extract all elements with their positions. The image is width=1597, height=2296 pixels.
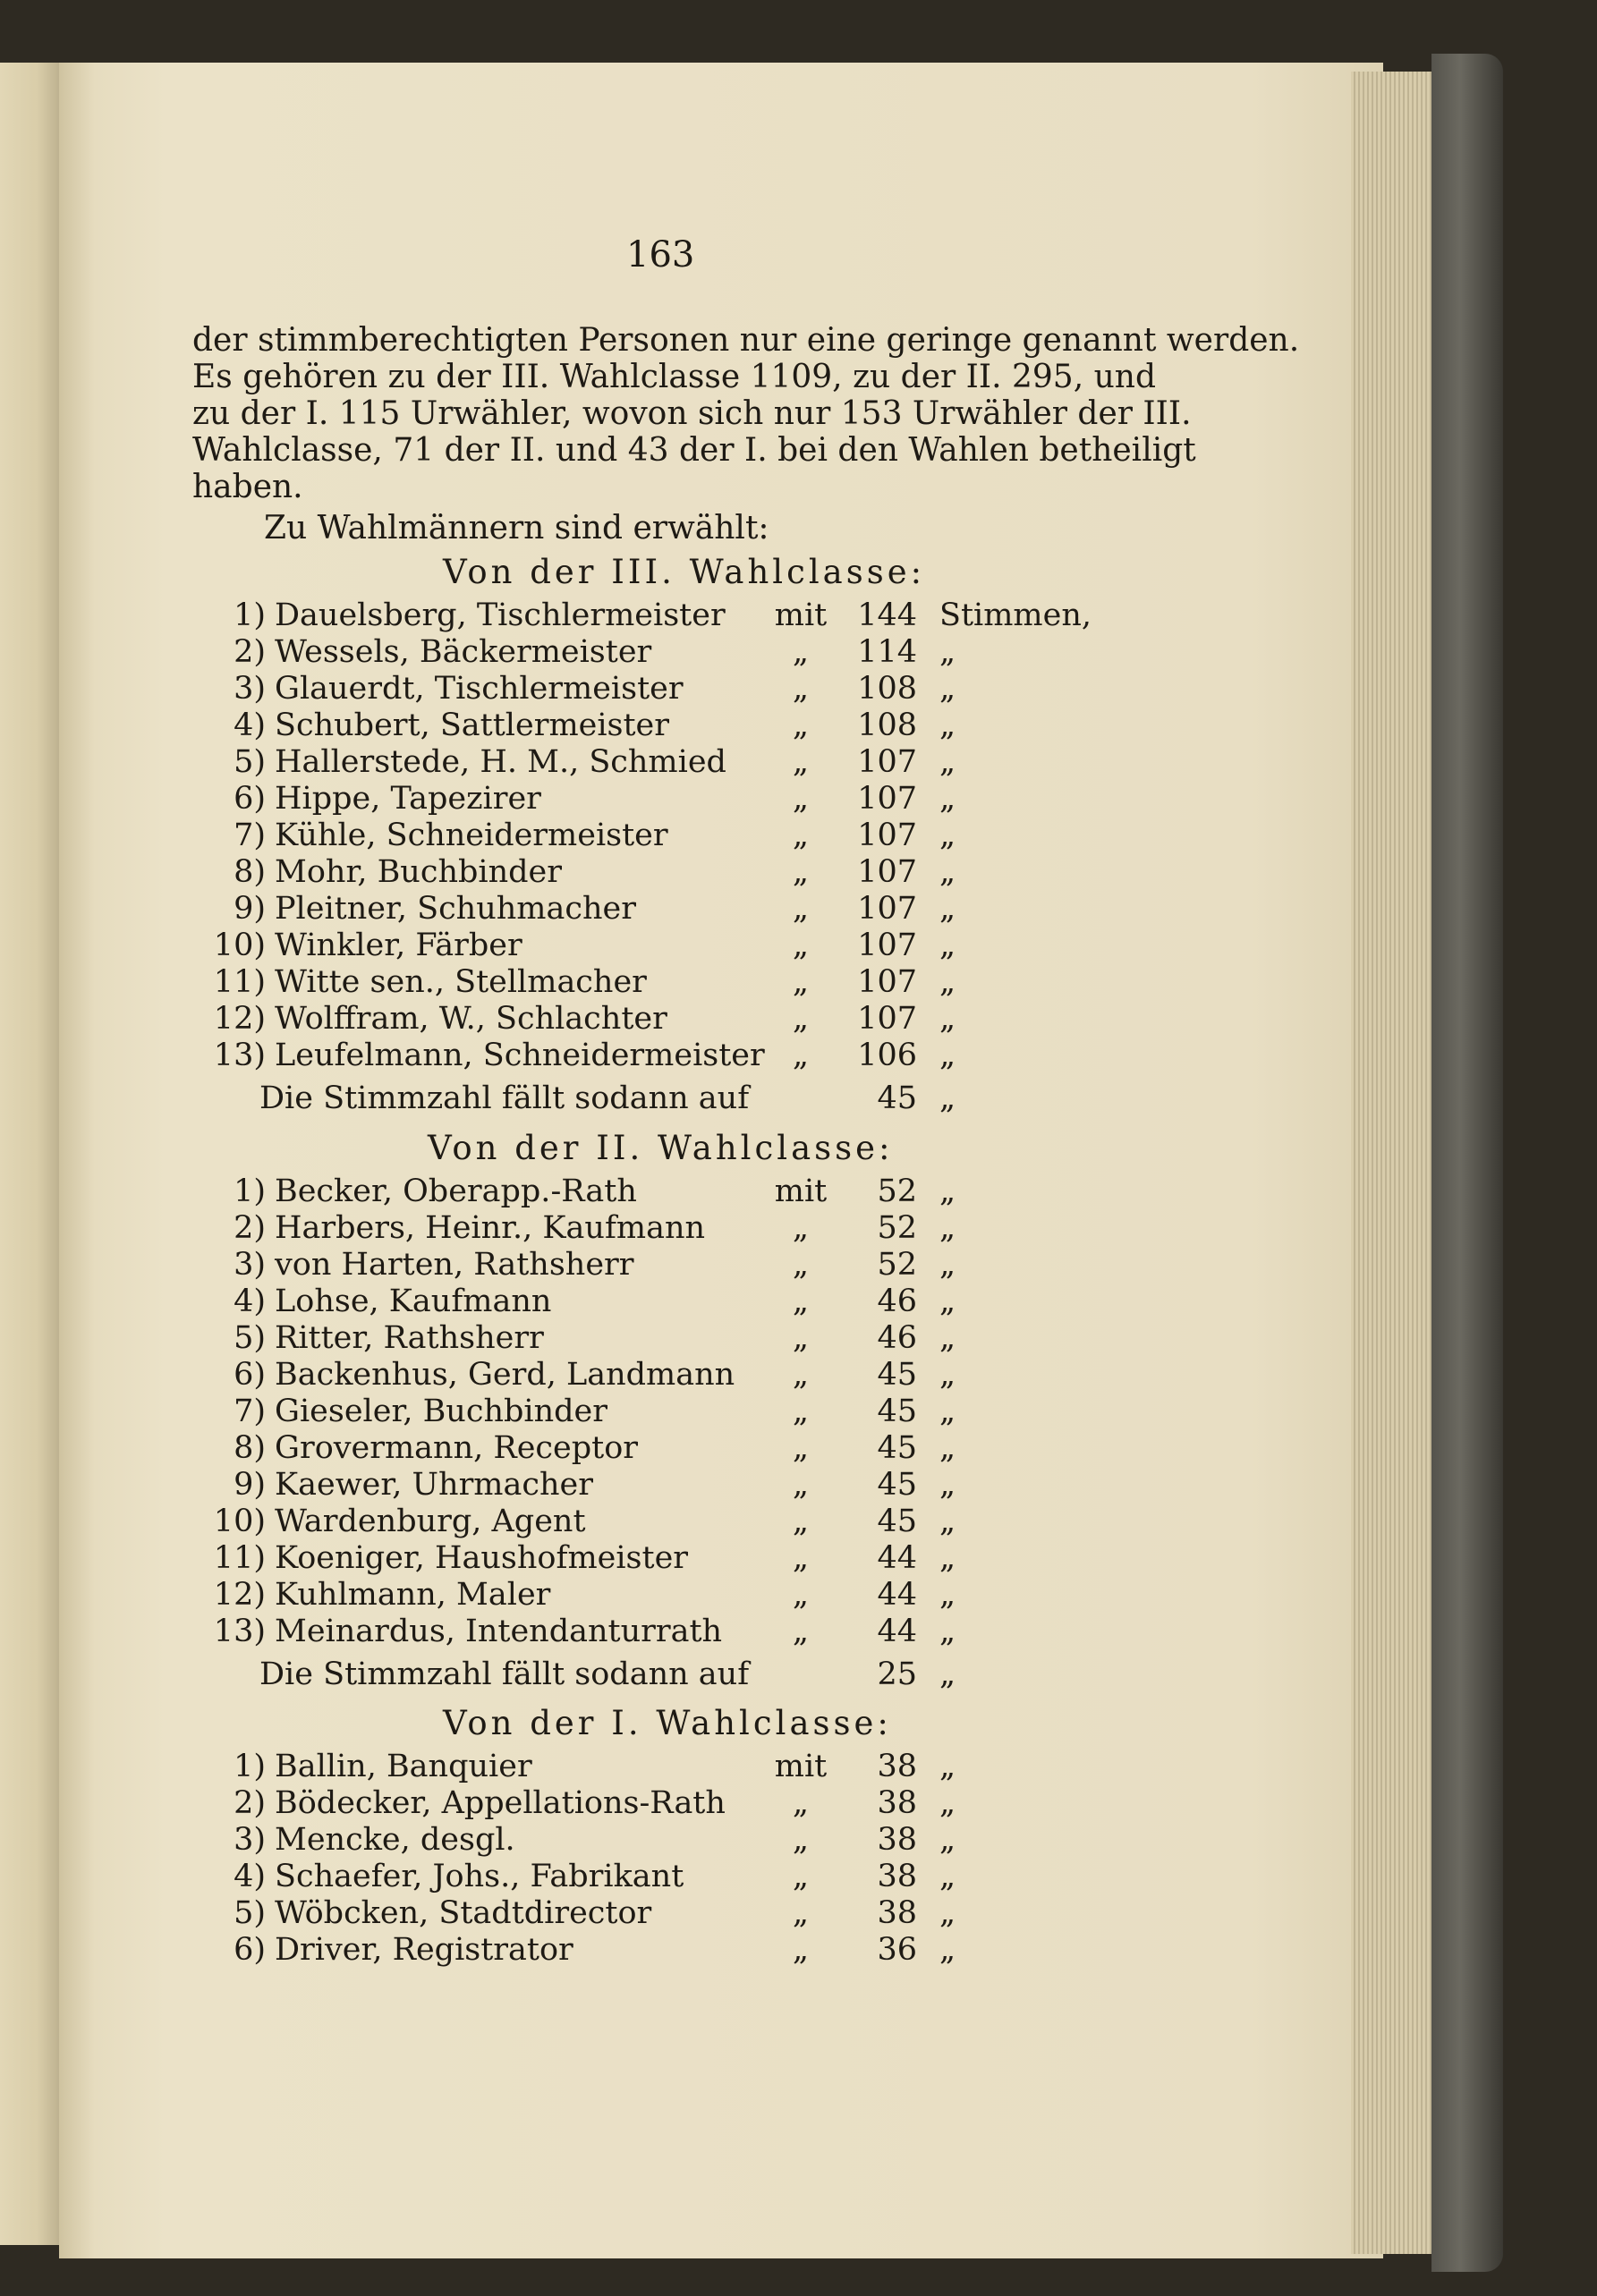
candidate-name: Meinardus, Intendanturrath: [275, 1614, 723, 1649]
vote-count: 107: [857, 781, 917, 817]
paragraph-line: Es gehören zu der III. Wahlclasse 1109, zu der II. 295, und: [192, 359, 1157, 395]
summary-votes: 25: [877, 1656, 917, 1692]
section-heading: Von der I. Wahlclasse:: [443, 1704, 892, 1742]
mit-label: „: [792, 1467, 810, 1503]
vote-unit: „: [939, 1895, 956, 1931]
vote-unit: „: [939, 1785, 956, 1821]
facing-page-edge: [0, 63, 63, 2245]
result-row: [192, 1932, 1123, 1968]
vote-count: 44: [877, 1614, 917, 1649]
vote-count: 38: [877, 1895, 917, 1931]
candidate-name: Hippe, Tapezirer: [275, 781, 541, 817]
vote-unit: „: [939, 1247, 956, 1283]
vote-unit: „: [939, 1577, 956, 1613]
row-number: 13): [213, 1038, 266, 1073]
row-number: 2): [234, 1210, 266, 1246]
mit-label: „: [792, 1001, 810, 1037]
vote-unit: „: [939, 1822, 956, 1858]
mit-label: „: [792, 671, 810, 707]
result-row: [192, 1577, 1123, 1613]
book-cover: [1431, 54, 1503, 2272]
mit-label: „: [792, 1247, 810, 1283]
vote-unit: Stimmen,: [939, 597, 1092, 633]
summary-row: [192, 1656, 1123, 1692]
candidate-name: Kuhlmann, Maler: [275, 1577, 551, 1613]
vote-unit: „: [939, 781, 956, 817]
vote-count: 107: [857, 818, 917, 853]
vote-unit: „: [939, 1001, 956, 1037]
vote-count: 107: [857, 744, 917, 780]
candidate-name: von Harten, Rathsherr: [275, 1247, 634, 1283]
candidate-name: Winkler, Färber: [275, 928, 522, 963]
candidate-name: Witte sen., Stellmacher: [275, 964, 647, 1000]
row-number: 12): [213, 1577, 266, 1613]
result-row: [192, 1749, 1123, 1784]
vote-count: 46: [877, 1320, 917, 1356]
candidate-name: Becker, Oberapp.-Rath: [275, 1173, 637, 1209]
mit-label: „: [792, 1614, 810, 1649]
row-number: 13): [213, 1614, 266, 1649]
vote-unit: „: [939, 1932, 956, 1968]
candidate-name: Wöbcken, Stadtdirector: [275, 1895, 652, 1931]
result-row: [192, 1210, 1123, 1246]
result-row: [192, 707, 1123, 743]
mit-label: „: [792, 707, 810, 743]
result-row: [192, 818, 1123, 853]
candidate-name: Hallerstede, H. M., Schmied: [275, 744, 726, 780]
mit-label: „: [792, 1430, 810, 1466]
mit-label: „: [792, 1895, 810, 1931]
vote-unit: „: [939, 1394, 956, 1429]
intro-line: Zu Wahlmännern sind erwählt:: [264, 510, 769, 546]
vote-count: 108: [857, 707, 917, 743]
row-number: 12): [213, 1001, 266, 1037]
candidate-name: Wolffram, W., Schlachter: [275, 1001, 667, 1037]
vote-unit: „: [939, 1749, 956, 1784]
section-heading: Von der III. Wahlclasse:: [443, 553, 926, 591]
row-number: 9): [234, 891, 266, 927]
row-number: 6): [234, 1357, 266, 1393]
row-number: 2): [234, 1785, 266, 1821]
mit-label: mit: [774, 1173, 828, 1209]
mit-label: „: [792, 1504, 810, 1539]
candidate-name: Wessels, Bäckermeister: [275, 634, 652, 670]
vote-count: 38: [877, 1785, 917, 1821]
mit-label: „: [792, 1357, 810, 1393]
mit-label: mit: [774, 1749, 828, 1784]
candidate-name: Harbers, Heinr., Kaufmann: [275, 1210, 706, 1246]
vote-count: 114: [857, 634, 917, 670]
result-row: [192, 1785, 1123, 1821]
result-row: [192, 1614, 1123, 1649]
vote-count: 45: [877, 1430, 917, 1466]
page-block-edge: [1351, 72, 1431, 2254]
vote-count: 45: [877, 1467, 917, 1503]
vote-count: 44: [877, 1540, 917, 1576]
vote-unit: „: [939, 1859, 956, 1894]
candidate-name: Grovermann, Receptor: [275, 1430, 639, 1466]
row-number: 7): [234, 818, 266, 853]
result-row: [192, 1467, 1123, 1503]
section-heading: Von der II. Wahlclasse:: [428, 1129, 894, 1167]
candidate-name: Mohr, Buchbinder: [275, 854, 562, 890]
row-number: 4): [234, 707, 266, 743]
row-number: 9): [234, 1467, 266, 1503]
result-row: [192, 1001, 1123, 1037]
row-number: 5): [234, 1320, 266, 1356]
result-row: [192, 1430, 1123, 1466]
candidate-name: Ritter, Rathsherr: [275, 1320, 544, 1356]
intro-paragraph: [192, 322, 1300, 505]
row-number: 6): [234, 1932, 266, 1968]
vote-count: 45: [877, 1504, 917, 1539]
result-row: [192, 744, 1123, 780]
vote-count: 45: [877, 1357, 917, 1393]
row-number: 8): [234, 854, 266, 890]
candidate-name: Koeniger, Haushofmeister: [275, 1540, 689, 1576]
result-row: [192, 634, 1123, 670]
row-number: 5): [234, 1895, 266, 1931]
result-row: [192, 1859, 1123, 1894]
vote-count: 45: [877, 1394, 917, 1429]
candidate-name: Ballin, Banquier: [275, 1749, 532, 1784]
vote-unit: „: [939, 1038, 956, 1073]
result-row: [192, 1038, 1123, 1073]
row-number: 10): [213, 928, 266, 963]
result-row: [192, 964, 1123, 1000]
mit-label: „: [792, 634, 810, 670]
row-number: 4): [234, 1284, 266, 1319]
candidate-name: Gieseler, Buchbinder: [275, 1394, 607, 1429]
summary-text: Die Stimmzahl fällt sodann auf: [259, 1080, 750, 1116]
mit-label: mit: [774, 597, 828, 633]
result-row: [192, 781, 1123, 817]
result-row: [192, 1540, 1123, 1576]
vote-count: 52: [877, 1247, 917, 1283]
vote-unit: „: [939, 1284, 956, 1319]
vote-unit: „: [939, 1467, 956, 1503]
vote-unit: „: [939, 707, 956, 743]
candidate-name: Glauerdt, Tischlermeister: [275, 671, 684, 707]
vote-count: 46: [877, 1284, 917, 1319]
mit-label: „: [792, 964, 810, 1000]
row-number: 11): [213, 964, 266, 1000]
mit-label: „: [792, 1932, 810, 1968]
candidate-name: Bödecker, Appellations-Rath: [275, 1785, 726, 1821]
vote-unit: „: [939, 1614, 956, 1649]
mit-label: „: [792, 1284, 810, 1319]
mit-label: „: [792, 818, 810, 853]
mit-label: „: [792, 1038, 810, 1073]
mit-label: „: [792, 854, 810, 890]
vote-count: 52: [877, 1210, 917, 1246]
row-number: 3): [234, 1822, 266, 1858]
summary-votes: 45: [877, 1080, 917, 1116]
candidate-name: Schubert, Sattlermeister: [275, 707, 670, 743]
vote-unit: „: [939, 1430, 956, 1466]
vote-count: 108: [857, 671, 917, 707]
vote-unit: „: [939, 854, 956, 890]
vote-unit: „: [939, 1210, 956, 1246]
result-row: [192, 1284, 1123, 1319]
vote-unit: „: [939, 634, 956, 670]
row-number: 1): [234, 1749, 266, 1784]
result-row: [192, 928, 1123, 963]
vote-unit: „: [939, 1320, 956, 1356]
result-row: [192, 671, 1123, 707]
vote-unit: „: [939, 1504, 956, 1539]
candidate-name: Kühle, Schneidermeister: [275, 818, 668, 853]
mit-label: „: [792, 1785, 810, 1821]
vote-unit: „: [939, 1173, 956, 1209]
vote-count: 38: [877, 1749, 917, 1784]
row-number: 8): [234, 1430, 266, 1466]
paragraph-line: zu der I. 115 Urwähler, wovon sich nur 153 Urwähler der III.: [192, 395, 1192, 432]
vote-count: 107: [857, 854, 917, 890]
result-row: [192, 1822, 1123, 1858]
vote-unit: „: [939, 818, 956, 853]
candidate-name: Kaewer, Uhrmacher: [275, 1467, 593, 1503]
row-number: 1): [234, 597, 266, 633]
result-row: [192, 597, 1123, 633]
vote-unit: „: [939, 1357, 956, 1393]
row-number: 3): [234, 671, 266, 707]
result-row: [192, 1504, 1123, 1539]
result-row: [192, 1173, 1123, 1209]
summary-unit: „: [939, 1080, 956, 1116]
result-row: [192, 891, 1123, 927]
result-row: [192, 1247, 1123, 1283]
vote-count: 144: [857, 597, 917, 633]
vote-unit: „: [939, 671, 956, 707]
candidate-name: Backenhus, Gerd, Landmann: [275, 1357, 735, 1393]
mit-label: „: [792, 928, 810, 963]
candidate-name: Mencke, desgl.: [275, 1822, 515, 1858]
mit-label: „: [792, 1540, 810, 1576]
mit-label: „: [792, 744, 810, 780]
summary-unit: „: [939, 1656, 956, 1692]
candidate-name: Driver, Registrator: [275, 1932, 573, 1968]
result-row: [192, 1320, 1123, 1356]
vote-unit: „: [939, 964, 956, 1000]
row-number: 7): [234, 1394, 266, 1429]
mit-label: „: [792, 1210, 810, 1246]
vote-count: 107: [857, 928, 917, 963]
row-number: 5): [234, 744, 266, 780]
paragraph-line: Wahlclasse, 71 der II. und 43 der I. bei den Wahlen betheiligt: [192, 432, 1196, 469]
vote-count: 106: [857, 1038, 917, 1073]
result-row: [192, 1394, 1123, 1429]
row-number: 3): [234, 1247, 266, 1283]
candidate-name: Wardenburg, Agent: [275, 1504, 586, 1539]
mit-label: „: [792, 1394, 810, 1429]
mit-label: „: [792, 1577, 810, 1613]
vote-unit: „: [939, 1540, 956, 1576]
result-row: [192, 1895, 1123, 1931]
page-number: 163: [626, 234, 695, 275]
mit-label: „: [792, 1320, 810, 1356]
mit-label: „: [792, 1859, 810, 1894]
paragraph-line: der stimmberechtigten Personen nur eine geringe genannt werden.: [192, 322, 1300, 359]
candidate-name: Lohse, Kaufmann: [275, 1284, 552, 1319]
vote-count: 44: [877, 1577, 917, 1613]
vote-unit: „: [939, 744, 956, 780]
vote-count: 107: [857, 891, 917, 927]
row-number: 10): [213, 1504, 266, 1539]
row-number: 6): [234, 781, 266, 817]
candidate-name: Dauelsberg, Tischlermeister: [275, 597, 726, 633]
row-number: 11): [213, 1540, 266, 1576]
paragraph-line: haben.: [192, 469, 303, 505]
candidate-name: Leufelmann, Schneidermeister: [275, 1038, 765, 1073]
summary-text: Die Stimmzahl fällt sodann auf: [259, 1656, 750, 1692]
vote-count: 107: [857, 964, 917, 1000]
vote-count: 107: [857, 1001, 917, 1037]
result-row: [192, 854, 1123, 890]
candidate-name: Pleitner, Schuhmacher: [275, 891, 636, 927]
mit-label: „: [792, 891, 810, 927]
vote-unit: „: [939, 928, 956, 963]
row-number: 1): [234, 1173, 266, 1209]
vote-unit: „: [939, 891, 956, 927]
vote-count: 38: [877, 1859, 917, 1894]
row-number: 2): [234, 634, 266, 670]
summary-row: [192, 1080, 1123, 1116]
result-row: [192, 1357, 1123, 1393]
vote-count: 52: [877, 1173, 917, 1209]
row-number: 4): [234, 1859, 266, 1894]
candidate-name: Schaefer, Johs., Fabrikant: [275, 1859, 684, 1894]
vote-count: 38: [877, 1822, 917, 1858]
mit-label: „: [792, 781, 810, 817]
mit-label: „: [792, 1822, 810, 1858]
vote-count: 36: [877, 1932, 917, 1968]
